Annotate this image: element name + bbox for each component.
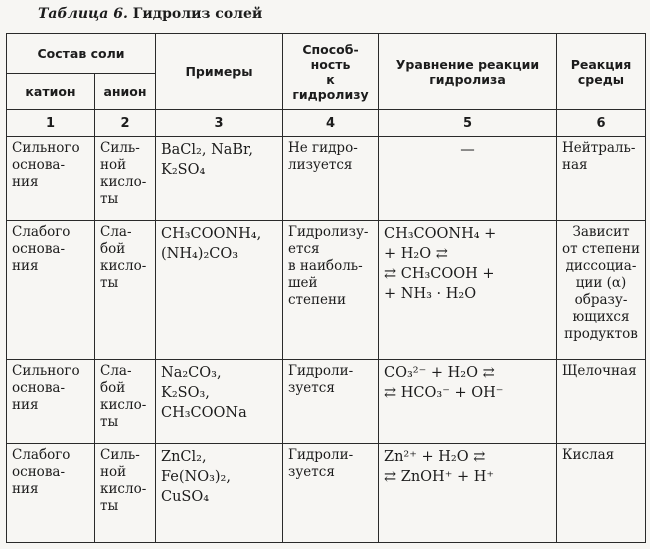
- table-row: [7, 360, 646, 444]
- cell-examples: [156, 444, 283, 543]
- cell-medium: Зависит от степени диссоциа- ции (α) образу- ющихся продуктов: [557, 221, 646, 360]
- equation-line: + NH₃ · H₂O: [384, 286, 477, 302]
- equation-line: ⇄ ZnOH⁺ + H⁺: [384, 469, 495, 485]
- column-number: 4: [283, 110, 379, 137]
- cell-examples: [156, 360, 283, 444]
- number-row: [7, 110, 646, 137]
- column-number: 3: [156, 110, 283, 137]
- header-cation: катион: [7, 74, 95, 110]
- cell-ability: Гидроли- зуется: [283, 360, 379, 444]
- table-row: [7, 221, 646, 360]
- example-formula: (NH₄)₂CO₃: [161, 246, 239, 262]
- equation-line: —: [460, 142, 475, 158]
- cell-equation: [379, 221, 557, 360]
- equation-line: ⇄ HCO₃⁻ + OH⁻: [384, 385, 504, 401]
- example-formula: BaCl₂, NaBr,: [161, 142, 253, 158]
- cell-cation: Сильного основа- ния: [7, 360, 95, 444]
- equation-line: Zn²⁺ + H₂O ⇄: [384, 449, 486, 465]
- header-equation: Уравнение реакции гидролиза: [379, 34, 557, 110]
- equation-line: + H₂O ⇄: [384, 246, 448, 262]
- equation-line: CH₃COONH₄ +: [384, 226, 497, 242]
- header-row: [7, 34, 646, 74]
- table-caption: [38, 6, 262, 22]
- cell-medium: Кислая: [557, 444, 646, 543]
- table-row: [7, 137, 646, 221]
- cell-anion: Силь- ной кисло- ты: [95, 444, 156, 543]
- cell-equation: [379, 360, 557, 444]
- example-formula: Fe(NO₃)₂,: [161, 469, 231, 485]
- cell-cation: Слабого основа- ния: [7, 444, 95, 543]
- cell-ability: Не гидро- лизуется: [283, 137, 379, 221]
- example-formula: CuSO₄: [161, 489, 210, 505]
- header-medium: Реакция среды: [557, 34, 646, 110]
- example-formula: ZnCl₂,: [161, 449, 207, 465]
- cell-cation: Слабого основа- ния: [7, 221, 95, 360]
- column-number: 2: [95, 110, 156, 137]
- example-formula: CH₃COONa: [161, 405, 247, 421]
- cell-cation: Сильного основа- ния: [7, 137, 95, 221]
- header-anion: анион: [95, 74, 156, 110]
- cell-equation: [379, 444, 557, 543]
- cell-examples: [156, 137, 283, 221]
- caption-title: Гидролиз солей: [132, 6, 263, 22]
- header-ability: Способ- ность к гидролизу: [283, 34, 379, 110]
- hydrolysis-table: [6, 33, 646, 543]
- cell-ability: Гидроли- зуется: [283, 444, 379, 543]
- cell-medium: Щелочная: [557, 360, 646, 444]
- column-number: 1: [7, 110, 95, 137]
- cell-examples: [156, 221, 283, 360]
- column-number: 6: [557, 110, 646, 137]
- cell-equation: [379, 137, 557, 221]
- cell-anion: Сла- бой кисло- ты: [95, 221, 156, 360]
- equation-line: CO₃²⁻ + H₂O ⇄: [384, 365, 495, 381]
- header-composition: Состав соли: [7, 34, 156, 74]
- caption-prefix: Таблица 6.: [38, 6, 128, 22]
- example-formula: K₂SO₃,: [161, 385, 210, 401]
- header-examples: Примеры: [156, 34, 283, 110]
- example-formula: K₂SO₄: [161, 162, 206, 178]
- column-number: 5: [379, 110, 557, 137]
- cell-ability: Гидролизу- ется в наиболь- шей степени: [283, 221, 379, 360]
- table-row: [7, 444, 646, 543]
- cell-anion: Сла- бой кисло- ты: [95, 360, 156, 444]
- equation-line: ⇄ CH₃COOH +: [384, 266, 495, 282]
- cell-anion: Силь- ной кисло- ты: [95, 137, 156, 221]
- example-formula: CH₃COONH₄,: [161, 226, 262, 242]
- cell-medium: Нейтраль- ная: [557, 137, 646, 221]
- example-formula: Na₂CO₃,: [161, 365, 222, 381]
